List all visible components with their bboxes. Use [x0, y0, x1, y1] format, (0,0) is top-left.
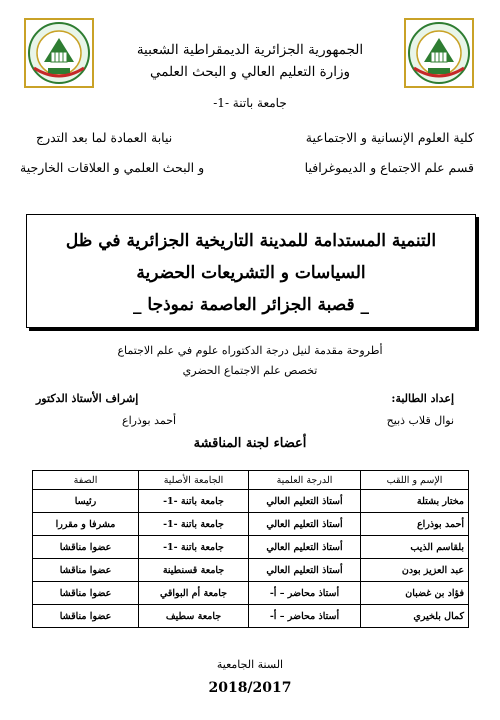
thesis-title-line-2: السياسات و التشريعات الحضرية: [136, 263, 366, 283]
member-rank: أستاذ التعليم العالي: [249, 559, 361, 582]
thesis-title-line-3: _ قصبة الجزائر العاصمة نموذجا _: [132, 295, 370, 315]
table-row: [33, 582, 469, 605]
republic-name: الجمهورية الجزائرية الديمقراطية الشعبية: [136, 42, 364, 58]
member-rank: أستاذ التعليم العالي: [249, 536, 361, 559]
thesis-title-box: [26, 214, 476, 328]
student-name: نوال قلاب ذبيح: [386, 414, 454, 427]
academic-year-label: السنة الجامعية: [216, 658, 284, 671]
member-rank: أستاذ التعليم العالي: [249, 513, 361, 536]
prepared-by-label: إعداد الطالبة:: [391, 392, 454, 405]
member-role: عضوا مناقشا: [33, 605, 139, 628]
member-name: بلقاسم الذيب: [361, 536, 469, 559]
department-name: قسم علم الاجتماع و الديموغرافيا: [304, 160, 474, 175]
member-university: جامعة قسنطينة: [139, 559, 249, 582]
supervisor-name: أحمد بوذراع: [122, 414, 177, 427]
member-university: جامعة باتنة -1-: [139, 490, 249, 513]
thesis-title-line-1: التنمية المستدامة للمدينة التاريخية الجزائرية في ظل: [65, 231, 437, 251]
supervisor-label: إشراف الأستاذ الدكتور: [36, 392, 139, 405]
member-name: مختار بشتلة: [361, 490, 469, 513]
member-rank: أستاذ محاضر – أ-: [249, 582, 361, 605]
column-header-university: الجامعة الأصلية: [139, 471, 249, 490]
academic-year: 2018/2017: [208, 680, 292, 696]
member-name: كمال بلخيري: [361, 605, 469, 628]
member-name: أحمد بوذراع: [361, 513, 469, 536]
committee-table: [32, 470, 469, 628]
member-role: مشرفا و مقررا: [33, 513, 139, 536]
table-row: [33, 605, 469, 628]
committee-title: أعضاء لجنة المناقشة: [193, 436, 307, 451]
column-header-role: الصفة: [33, 471, 139, 490]
member-university: جامعة باتنة -1-: [139, 513, 249, 536]
university-name: جامعة باتنة -1-: [213, 96, 287, 110]
member-university: جامعة باتنة -1-: [139, 536, 249, 559]
thesis-description: أطروحة مقدمة لنيل درجة الدكتوراه علوم في علم الاجتماع: [117, 344, 383, 357]
ministry-name: وزارة التعليم العالي و البحث العلمي: [149, 64, 350, 80]
member-name: فؤاد بن غضبان: [361, 582, 469, 605]
deanship-name: نيابة العمادة لما بعد التدرج: [36, 130, 173, 145]
table-row: [33, 490, 469, 513]
member-role: رئيسا: [33, 490, 139, 513]
member-role: عضوا مناقشا: [33, 559, 139, 582]
member-university: جامعة سطيف: [139, 605, 249, 628]
member-role: عضوا مناقشا: [33, 536, 139, 559]
member-university: جامعة أم البواقي: [139, 582, 249, 605]
member-role: عضوا مناقشا: [33, 582, 139, 605]
table-row: [33, 513, 469, 536]
member-rank: أستاذ محاضر – أ-: [249, 605, 361, 628]
column-header-name: الإسم و اللقب: [361, 471, 469, 490]
table-header-row: [33, 471, 469, 490]
table-row: [33, 559, 469, 582]
thesis-specialty: تخصص علم الاجتماع الحضري: [182, 364, 318, 377]
member-rank: أستاذ التعليم العالي: [249, 490, 361, 513]
column-header-rank: الدرجة العلمية: [249, 471, 361, 490]
table-row: [33, 536, 469, 559]
faculty-name: كلية العلوم الإنسانية و الاجتماعية: [305, 130, 474, 145]
member-name: عبد العزيز بودن: [361, 559, 469, 582]
research-relations: و البحث العلمي و العلاقات الخارجية: [20, 160, 205, 175]
